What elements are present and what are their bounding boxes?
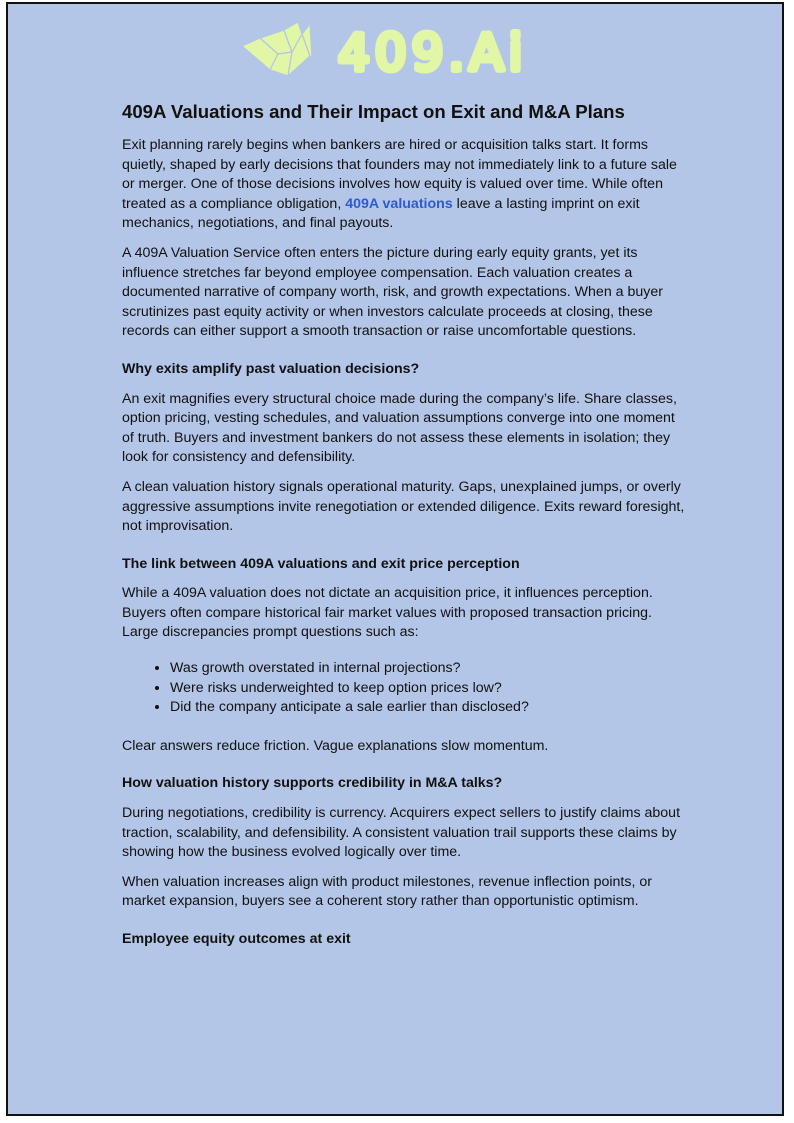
intro-paragraph-1 [122,136,688,234]
brand-logo [240,18,540,80]
list-item: • Were risks underweighted to keep option prices low? [170,679,688,699]
section3-paragraph-2: When valuation increases align with product milestones, revenue inflection points, or market expansion, buyers see a coherent story rather than opportunistic optimism. [122,873,652,910]
section-heading-employee-equity: Employee equity outcomes at exit [122,931,351,947]
section-heading-price-perception: The link between 409A valuations and exit price perception [122,555,520,572]
question-list [122,659,688,718]
crane-icon [242,22,312,76]
intro-text-end: leave a lasting imprint on exit mechanics, negotiations, and final payouts. [122,195,640,232]
section2-paragraph-2: Clear answers reduce friction. Vague explanations slow momentum. [122,737,549,754]
section1-paragraph-1: An exit magnifies every structural choice made during the company’s life. Share classes, option pricing, vesting schedules, and valuation assumptions converge into one moment of truth. Buyers and investment bankers do not assess these elements in isolation; they look for consistency and defensibility. [122,390,677,466]
list-item: • Did the company anticipate a sale earlier than disclosed? [170,698,688,718]
article-body [122,100,688,960]
section3-paragraph-1: During negotiations, credibility is currency. Acquirers expect sellers to justify claims about traction, scalability, and defensibility. A consistent valuation trail supports these claims by showing how the business evolved logically over time. [122,805,681,861]
page-title: 409A Valuations and Their Impact on Exit and M&A Plans [122,101,625,122]
list-item: • Was growth overstated in internal projections? [170,659,688,679]
section2-paragraph-1: While a 409A valuation does not dictate an acquisition price, it influences perception. Buyers often compare historical fair market values with proposed transaction pricing. Large discrepancies prompt questions such as: [122,585,653,641]
brand-name: 409.Ai [338,24,528,80]
section-heading-exits: Why exits amplify past valuation decisions? [122,360,420,377]
intro-paragraph-2: A 409A Valuation Service often enters the picture during early equity grants, yet its influence stretches far beyond employee compensation. Each valuation creates a documented narrative of company worth, risk, and growth expectations. When a buyer scrutinizes past equity activity or when investors calculate proceeds at closing, these records can either support a smooth transaction or raise uncomfortable questions. [122,244,663,340]
document-page [6,2,784,1116]
section-heading-credibility: How valuation history supports credibility in M&A talks? [122,775,503,792]
section1-paragraph-2: A clean valuation history signals operational maturity. Gaps, unexplained jumps, or overly aggressive assumptions invite renegotiation or extended diligence. Exits reward foresight, not improvisation. [122,478,685,535]
intro-text-start: Exit planning rarely begins when bankers are hired or acquisition talks start. It forms quietly, shaped by early decisions that founders may not immediately link to a future sale or merger. One of those decisions involves how equity is valued over time. While often treated as a compliance obligation, [122,137,677,212]
409a-valuations-link[interactable]: 409A valuations [345,195,453,212]
